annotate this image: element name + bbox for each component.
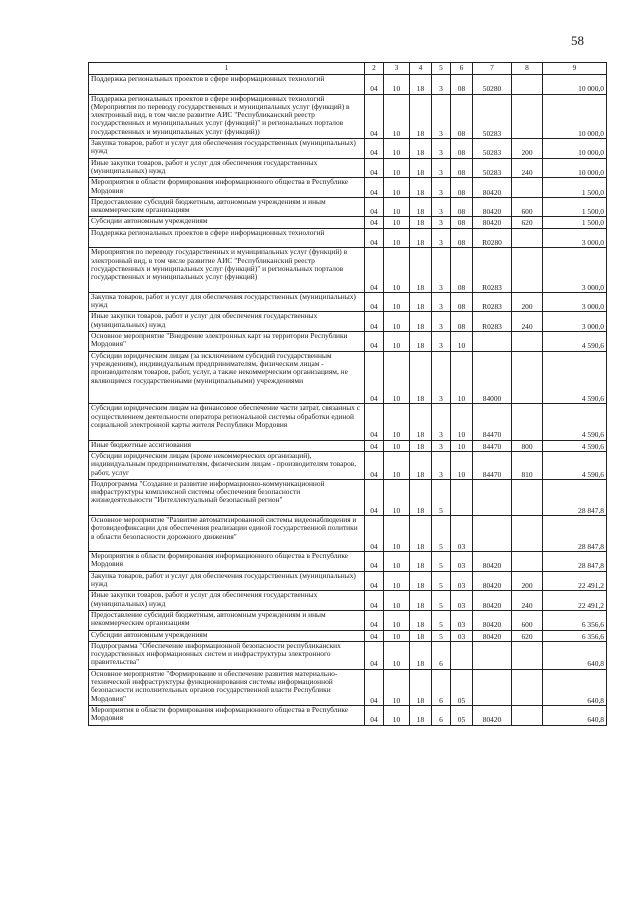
amount-cell: 4 590,6 xyxy=(543,351,607,404)
code-cell: 18 xyxy=(410,292,432,312)
table-row xyxy=(89,158,607,178)
code-cell: 240 xyxy=(512,591,543,611)
code-cell: 04 xyxy=(365,451,384,479)
code-cell: 08 xyxy=(451,139,473,159)
code-cell: 84470 xyxy=(473,404,512,440)
code-cell: 18 xyxy=(410,591,432,611)
row-name: Мероприятия в области формирования информационного общества в Республике Мордовия xyxy=(91,177,349,195)
row-name-cell xyxy=(89,75,365,95)
amount-cell: 22 491,2 xyxy=(543,591,607,611)
table-row xyxy=(89,248,607,293)
row-name: Субсидии автономным учреждениям xyxy=(91,216,208,226)
amount-cell: 10 000,0 xyxy=(543,75,607,95)
code-cell: 18 xyxy=(410,228,432,248)
row-name: Иные закупки товаров, работ и услуг для обеспечения государственных (муниципальных) нужд xyxy=(91,311,318,329)
code-cell: 10 xyxy=(451,451,473,479)
code-cell xyxy=(512,404,543,440)
row-name-cell xyxy=(89,630,365,641)
table-row xyxy=(89,332,607,352)
code-cell: 08 xyxy=(451,248,473,293)
code-cell: 10 xyxy=(384,641,410,669)
code-cell: 10 xyxy=(384,75,410,95)
table-row xyxy=(89,312,607,332)
code-cell: 3 xyxy=(432,197,451,217)
code-cell: 10 xyxy=(384,312,410,332)
row-name-cell xyxy=(89,248,365,293)
header-cell: 5 xyxy=(432,63,451,75)
code-cell: 10 xyxy=(384,571,410,591)
table-row xyxy=(89,591,607,611)
code-cell xyxy=(512,669,543,705)
code-cell: 10 xyxy=(451,332,473,352)
code-cell: 04 xyxy=(365,552,384,572)
row-name-cell xyxy=(89,351,365,404)
code-cell: R0280 xyxy=(473,228,512,248)
table-row xyxy=(89,228,607,248)
code-cell: 3 xyxy=(432,440,451,451)
table-row xyxy=(89,571,607,591)
table-row xyxy=(89,178,607,198)
row-name-cell xyxy=(89,451,365,479)
code-cell: 10 xyxy=(384,332,410,352)
code-cell: 04 xyxy=(365,641,384,669)
code-cell: 04 xyxy=(365,94,384,139)
amount-cell: 1 500,0 xyxy=(543,197,607,217)
row-name: Иные закупки товаров, работ и услуг для обеспечения государственных (муниципальных) нужд xyxy=(91,158,318,175)
code-cell xyxy=(473,516,512,552)
code-cell: 5 xyxy=(432,610,451,630)
table-row xyxy=(89,451,607,479)
code-cell xyxy=(512,641,543,669)
row-name: Мероприятия в области формирования информационного общества в Республике Мордовия xyxy=(91,705,349,723)
budget-table xyxy=(88,62,607,726)
row-name: Иные бюджетные ассигнования xyxy=(91,440,192,449)
code-cell: 18 xyxy=(410,332,432,352)
code-cell: 3 xyxy=(432,351,451,404)
code-cell: 08 xyxy=(451,292,473,312)
row-name: Поддержка региональных проектов в сфере информационных технологий (Мероприятия по переводу государственных и муниципальных услуг (функций) в электронный вид, в том числе развитие АИС "Республиканский реестр государственных и муниципальных услуг (функций)" и региональных порталов государственных и муниципальных услуг (функций)) xyxy=(91,94,350,136)
code-cell: 3 xyxy=(432,217,451,228)
code-cell: 600 xyxy=(512,197,543,217)
row-name-cell xyxy=(89,94,365,139)
code-cell: 03 xyxy=(451,591,473,611)
code-cell: 10 xyxy=(384,292,410,312)
code-cell xyxy=(512,351,543,404)
amount-cell: 10 000,0 xyxy=(543,139,607,159)
code-cell: 5 xyxy=(432,571,451,591)
code-cell xyxy=(512,479,543,515)
row-name-cell xyxy=(89,705,365,725)
code-cell: R0283 xyxy=(473,292,512,312)
code-cell: 08 xyxy=(451,94,473,139)
code-cell: 04 xyxy=(365,440,384,451)
code-cell: 3 xyxy=(432,94,451,139)
row-name: Предоставление субсидий бюджетным, автономным учреждениям и иным некоммерческим организациям xyxy=(91,610,326,628)
amount-cell: 4 590,6 xyxy=(543,451,607,479)
code-cell: 3 xyxy=(432,404,451,440)
code-cell: 04 xyxy=(365,158,384,178)
code-cell xyxy=(512,178,543,198)
code-cell xyxy=(451,641,473,669)
code-cell: 5 xyxy=(432,479,451,515)
code-cell xyxy=(512,75,543,95)
row-name: Основное мероприятие "Развитие автоматизированной системы видеонаблюдения и фотовидеофиксации для обеспечения реализации единой государственной политики в области безопасности дорожного движения" xyxy=(91,515,358,541)
code-cell: 50283 xyxy=(473,94,512,139)
code-cell: 84470 xyxy=(473,440,512,451)
row-name: Предоставление субсидий бюджетным, автономным учреждениям и иным некоммерческим организациям xyxy=(91,197,326,215)
code-cell: 84470 xyxy=(473,451,512,479)
table-row xyxy=(89,641,607,669)
code-cell: 04 xyxy=(365,479,384,515)
code-cell: 08 xyxy=(451,217,473,228)
table-row xyxy=(89,479,607,515)
code-cell: 810 xyxy=(512,451,543,479)
code-cell: 6 xyxy=(432,641,451,669)
amount-cell: 6 356,6 xyxy=(543,610,607,630)
code-cell: 10 xyxy=(451,351,473,404)
amount-cell: 22 491,2 xyxy=(543,571,607,591)
code-cell: 10 xyxy=(384,217,410,228)
code-cell: 08 xyxy=(451,312,473,332)
code-cell: 18 xyxy=(410,404,432,440)
row-name-cell xyxy=(89,312,365,332)
code-cell: 18 xyxy=(410,158,432,178)
code-cell xyxy=(512,228,543,248)
code-cell: 620 xyxy=(512,217,543,228)
code-cell: 10 xyxy=(384,404,410,440)
code-cell: 10 xyxy=(384,591,410,611)
code-cell: 80420 xyxy=(473,591,512,611)
code-cell xyxy=(512,94,543,139)
row-name: Подпрограмма "Создание и развитие информационно-коммуникационной инфраструктуры комплексной системы обеспечения безопасности жизнедеятельности "Интеллектуальный безопасный регион" xyxy=(91,479,325,505)
row-name-cell xyxy=(89,158,365,178)
table-row xyxy=(89,139,607,159)
amount-cell: 3 000,0 xyxy=(543,292,607,312)
code-cell: 04 xyxy=(365,178,384,198)
code-cell: 04 xyxy=(365,591,384,611)
row-name: Иные закупки товаров, работ и услуг для обеспечения государственных (муниципальных) нужд xyxy=(91,590,318,608)
table-row xyxy=(89,440,607,451)
row-name: Поддержка региональных проектов в сфере информационных технологий xyxy=(91,74,325,83)
row-name: Закупка товаров, работ и услуг для обеспечения государственных (муниципальных) нужд xyxy=(91,292,356,310)
code-cell: 3 xyxy=(432,292,451,312)
code-cell: 05 xyxy=(451,705,473,725)
header-cell: 6 xyxy=(451,63,473,75)
table-row xyxy=(89,404,607,440)
code-cell: 18 xyxy=(410,94,432,139)
code-cell: 80420 xyxy=(473,705,512,725)
code-cell: 620 xyxy=(512,630,543,641)
row-name: Субсидии автономным учреждениям xyxy=(91,630,208,639)
code-cell xyxy=(512,516,543,552)
row-name-cell xyxy=(89,217,365,228)
code-cell: 5 xyxy=(432,591,451,611)
code-cell: 18 xyxy=(410,479,432,515)
header-cell: 9 xyxy=(543,63,607,75)
header-cell: 3 xyxy=(384,63,410,75)
code-cell: 10 xyxy=(384,351,410,404)
row-name-cell xyxy=(89,552,365,572)
code-cell: 80420 xyxy=(473,217,512,228)
row-name-cell xyxy=(89,591,365,611)
code-cell: 800 xyxy=(512,440,543,451)
amount-cell: 3 000,0 xyxy=(543,228,607,248)
code-cell: 18 xyxy=(410,139,432,159)
code-cell: 03 xyxy=(451,571,473,591)
table-row xyxy=(89,351,607,404)
code-cell xyxy=(512,248,543,293)
amount-cell: 4 590,6 xyxy=(543,404,607,440)
code-cell: 10 xyxy=(384,516,410,552)
code-cell: 3 xyxy=(432,248,451,293)
code-cell: 600 xyxy=(512,610,543,630)
code-cell: 04 xyxy=(365,630,384,641)
code-cell: 200 xyxy=(512,292,543,312)
amount-cell: 3 000,0 xyxy=(543,312,607,332)
row-name-cell xyxy=(89,178,365,198)
code-cell: 04 xyxy=(365,571,384,591)
code-cell: 04 xyxy=(365,351,384,404)
table-row xyxy=(89,75,607,95)
amount-cell: 28 847,8 xyxy=(543,479,607,515)
code-cell: 18 xyxy=(410,75,432,95)
code-cell: 04 xyxy=(365,292,384,312)
code-cell: 3 xyxy=(432,332,451,352)
code-cell: 18 xyxy=(410,451,432,479)
page-number: 58 xyxy=(571,33,584,48)
table-row xyxy=(89,217,607,228)
code-cell: 10 xyxy=(384,552,410,572)
code-cell: 3 xyxy=(432,75,451,95)
table-row xyxy=(89,94,607,139)
code-cell: 04 xyxy=(365,404,384,440)
code-cell: 5 xyxy=(432,516,451,552)
row-name-cell xyxy=(89,641,365,669)
amount-cell: 640,8 xyxy=(543,641,607,669)
code-cell xyxy=(473,669,512,705)
row-name-cell xyxy=(89,197,365,217)
code-cell: 80420 xyxy=(473,610,512,630)
code-cell: 5 xyxy=(432,630,451,641)
code-cell: 10 xyxy=(451,440,473,451)
row-name-cell xyxy=(89,479,365,515)
code-cell: 10 xyxy=(384,139,410,159)
code-cell: 08 xyxy=(451,197,473,217)
code-cell: 05 xyxy=(451,669,473,705)
row-name: Субсидии юридическим лицам на финансовое обеспечение части затрат, связанных с осуществлением деятельности оператора региональной системы обработки единой социальной электронной карты жителя Республики Мордовия xyxy=(91,403,360,430)
table-row xyxy=(89,669,607,705)
code-cell: 08 xyxy=(451,178,473,198)
code-cell: 5 xyxy=(432,552,451,572)
code-cell: 10 xyxy=(384,228,410,248)
code-cell: R0283 xyxy=(473,312,512,332)
code-cell: R0283 xyxy=(473,248,512,293)
code-cell: 6 xyxy=(432,705,451,725)
code-cell: 50283 xyxy=(473,158,512,178)
table-row xyxy=(89,516,607,552)
header-cell: 7 xyxy=(473,63,512,75)
code-cell: 10 xyxy=(384,440,410,451)
code-cell: 18 xyxy=(410,197,432,217)
row-name: Поддержка региональных проектов в сфере информационных технологий xyxy=(91,228,325,237)
code-cell: 18 xyxy=(410,705,432,725)
code-cell: 240 xyxy=(512,158,543,178)
code-cell: 10 xyxy=(384,610,410,630)
code-cell xyxy=(512,552,543,572)
row-name-cell xyxy=(89,404,365,440)
amount-cell: 640,8 xyxy=(543,669,607,705)
amount-cell: 28 847,8 xyxy=(543,552,607,572)
code-cell xyxy=(512,332,543,352)
code-cell: 50283 xyxy=(473,139,512,159)
code-cell: 04 xyxy=(365,516,384,552)
amount-cell: 1 500,0 xyxy=(543,217,607,228)
amount-cell: 640,8 xyxy=(543,705,607,725)
code-cell: 18 xyxy=(410,217,432,228)
code-cell xyxy=(473,641,512,669)
code-cell: 6 xyxy=(432,669,451,705)
code-cell: 04 xyxy=(365,669,384,705)
row-name: Субсидии юридическим лицам (за исключением субсидий государственным учреждениям), индивидуальным предпринимателям, физическим лицам - производителям товаров, работ, услуг, а также некоммерческим организациям, не являющимся государственными (муниципальными) учреждениями xyxy=(91,351,348,385)
code-cell: 3 xyxy=(432,312,451,332)
code-cell: 18 xyxy=(410,351,432,404)
row-name: Основное мероприятие "Внедрение электронных карт на территории Республики Мордовия" xyxy=(91,331,348,349)
row-name-cell xyxy=(89,571,365,591)
amount-cell: 6 356,6 xyxy=(543,630,607,641)
header-cell: 8 xyxy=(512,63,543,75)
code-cell xyxy=(473,332,512,352)
code-cell: 04 xyxy=(365,705,384,725)
code-cell: 18 xyxy=(410,312,432,332)
code-cell: 18 xyxy=(410,516,432,552)
header-cell: 2 xyxy=(365,63,384,75)
code-cell: 80420 xyxy=(473,178,512,198)
row-name-cell xyxy=(89,440,365,451)
code-cell: 04 xyxy=(365,197,384,217)
row-name: Мероприятия по переводу государственных и муниципальных услуг (функций) в электронный вид, в том числе развитие АИС "Республиканский реестр государственных и муниципальных услуг (функций)" и региональных порталов государственных и муниципальных услуг (функций) xyxy=(91,247,348,282)
code-cell: 10 xyxy=(384,669,410,705)
code-cell: 03 xyxy=(451,516,473,552)
code-cell: 18 xyxy=(410,178,432,198)
row-name-cell xyxy=(89,669,365,705)
table-row xyxy=(89,552,607,572)
code-cell: 18 xyxy=(410,440,432,451)
row-name: Субсидии юридическим лицам (кроме некоммерческих организаций), индивидуальным предпринимателям, физическим лицам - производителям товаров, работ, услуг xyxy=(91,451,357,477)
row-name-cell xyxy=(89,332,365,352)
code-cell xyxy=(512,705,543,725)
code-cell: 04 xyxy=(365,248,384,293)
row-name-cell xyxy=(89,139,365,159)
code-cell xyxy=(473,479,512,515)
code-cell: 18 xyxy=(410,630,432,641)
amount-cell: 4 590,6 xyxy=(543,332,607,352)
code-cell: 3 xyxy=(432,178,451,198)
row-name: Основное мероприятие "Формирование и обеспечение развития материально-технической инфраструктуры функционирования системы информационной безопасности исполнительных органов государственной власти Республики Мордовия" xyxy=(91,669,338,703)
row-name: Мероприятия в области формирования информационного общества в Республике Мордовия xyxy=(91,551,349,569)
code-cell: 80420 xyxy=(473,571,512,591)
row-name: Подпрограмма "Обеспечение информационной безопасности республиканских государственных информационных систем и инфраструктуры электронного правительства" xyxy=(91,641,341,667)
code-cell: 18 xyxy=(410,641,432,669)
code-cell: 18 xyxy=(410,669,432,705)
code-cell: 3 xyxy=(432,228,451,248)
header-cell: 1 xyxy=(89,63,365,75)
row-name-cell xyxy=(89,610,365,630)
code-cell: 10 xyxy=(384,630,410,641)
code-cell: 03 xyxy=(451,552,473,572)
code-cell: 04 xyxy=(365,139,384,159)
code-cell: 200 xyxy=(512,139,543,159)
code-cell: 10 xyxy=(384,94,410,139)
code-cell: 84000 xyxy=(473,351,512,404)
code-cell: 80420 xyxy=(473,630,512,641)
code-cell: 50280 xyxy=(473,75,512,95)
table-row xyxy=(89,292,607,312)
amount-cell: 28 847,8 xyxy=(543,516,607,552)
table-row xyxy=(89,705,607,725)
code-cell: 3 xyxy=(432,158,451,178)
code-cell: 3 xyxy=(432,139,451,159)
amount-cell: 1 500,0 xyxy=(543,178,607,198)
code-cell: 80420 xyxy=(473,197,512,217)
code-cell: 200 xyxy=(512,571,543,591)
table-row xyxy=(89,630,607,641)
code-cell: 10 xyxy=(384,451,410,479)
code-cell: 10 xyxy=(384,248,410,293)
code-cell: 08 xyxy=(451,75,473,95)
code-cell: 03 xyxy=(451,630,473,641)
code-cell xyxy=(451,479,473,515)
code-cell: 04 xyxy=(365,312,384,332)
amount-cell: 10 000,0 xyxy=(543,158,607,178)
header-row xyxy=(89,63,607,75)
row-name: Закупка товаров, работ и услуг для обеспечения государственных (муниципальных) нужд xyxy=(91,138,356,156)
row-name: Закупка товаров, работ и услуг для обеспечения государственных (муниципальных) нужд xyxy=(91,571,356,589)
code-cell: 10 xyxy=(451,404,473,440)
amount-cell: 4 590,6 xyxy=(543,440,607,451)
code-cell: 04 xyxy=(365,75,384,95)
table-body xyxy=(89,75,607,726)
code-cell: 08 xyxy=(451,158,473,178)
code-cell: 10 xyxy=(384,197,410,217)
row-name-cell xyxy=(89,292,365,312)
code-cell: 10 xyxy=(384,479,410,515)
amount-cell: 10 000,0 xyxy=(543,94,607,139)
row-name-cell xyxy=(89,228,365,248)
code-cell: 04 xyxy=(365,217,384,228)
code-cell: 03 xyxy=(451,610,473,630)
code-cell: 18 xyxy=(410,571,432,591)
code-cell: 04 xyxy=(365,610,384,630)
code-cell: 80420 xyxy=(473,552,512,572)
code-cell: 18 xyxy=(410,552,432,572)
row-name-cell xyxy=(89,516,365,552)
amount-cell: 3 000,0 xyxy=(543,248,607,293)
code-cell: 08 xyxy=(451,228,473,248)
code-cell: 04 xyxy=(365,332,384,352)
code-cell: 18 xyxy=(410,610,432,630)
table-row xyxy=(89,610,607,630)
code-cell: 10 xyxy=(384,178,410,198)
code-cell: 3 xyxy=(432,451,451,479)
code-cell: 10 xyxy=(384,158,410,178)
header-cell: 4 xyxy=(410,63,432,75)
code-cell: 10 xyxy=(384,705,410,725)
table-row xyxy=(89,197,607,217)
code-cell: 04 xyxy=(365,228,384,248)
code-cell: 240 xyxy=(512,312,543,332)
code-cell: 18 xyxy=(410,248,432,293)
